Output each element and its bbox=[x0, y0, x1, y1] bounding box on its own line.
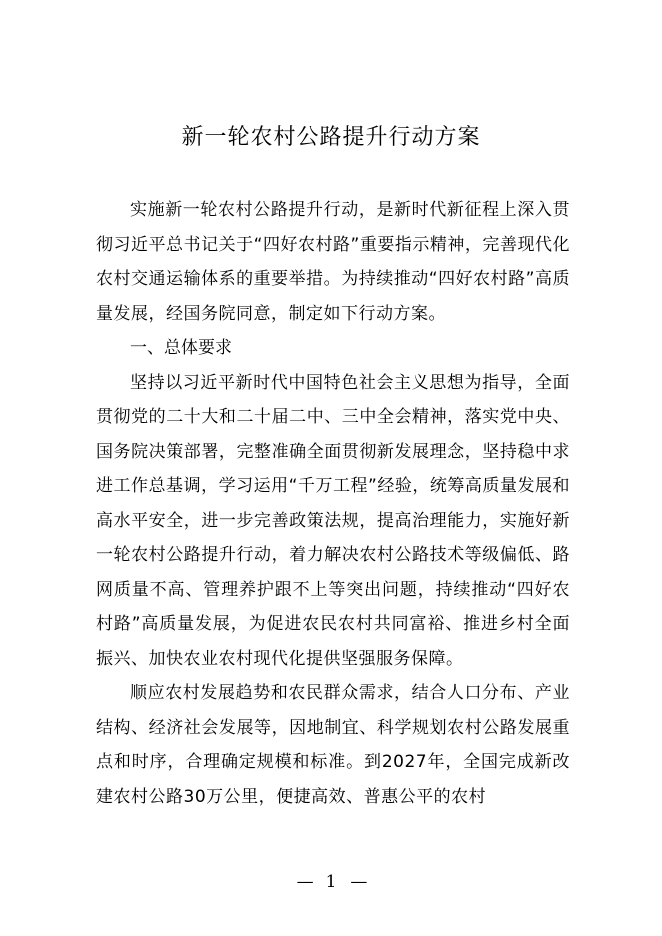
footer-dash-left: — bbox=[296, 872, 312, 892]
footer-dash-right: — bbox=[350, 872, 366, 892]
intro-paragraph: 实施新一轮农村公路提升行动，是新时代新征程上深入贯彻习近平总书记关于“四好农村路”重要指示精神，完善现代化农村交通运输体系的重要举措。为持续推动“四好农村路”高质量发展，经国务院同意，制定如下行动方案。 bbox=[96, 200, 570, 324]
section-heading: 一、总体要求 bbox=[130, 338, 232, 358]
page-footer bbox=[0, 870, 662, 894]
body-paragraph-1: 坚持以习近平新时代中国特色社会主义思想为指导，全面贯彻党的二十大和二十届二中、三中全会精神，落实党中央、国务院决策部署，完整准确全面贯彻新发展理念，坚持稳中求进工作总基调，学习运用“千万工程”经验，统筹高质量发展和高水平安全，进一步完善政策法规，提高治理能力，实施好新一轮农村公路提升行动，着力解决农村公路技术等级偏低、路网质量不高、管理养护跟不上等突出问题，持续推动“四好农村路”高质量发展，为促进农民农村共同富裕、推进乡村全面振兴、加快农业农村现代化提供坚强服务保障。 bbox=[96, 372, 570, 669]
document-body bbox=[96, 193, 570, 814]
page-number: 1 bbox=[325, 872, 337, 892]
document-title: 新一轮农村公路提升行动方案 bbox=[181, 125, 481, 150]
body-paragraph-2: 顺应农村发展趋势和农民群众需求，结合人口分布、产业结构、经济社会发展等，因地制宜、科学规划农村公路发展重点和时序，合理确定规模和标准。到2027年，全国完成新改建农村公路30万公里，便捷高效、普惠公平的农村 bbox=[96, 683, 570, 807]
